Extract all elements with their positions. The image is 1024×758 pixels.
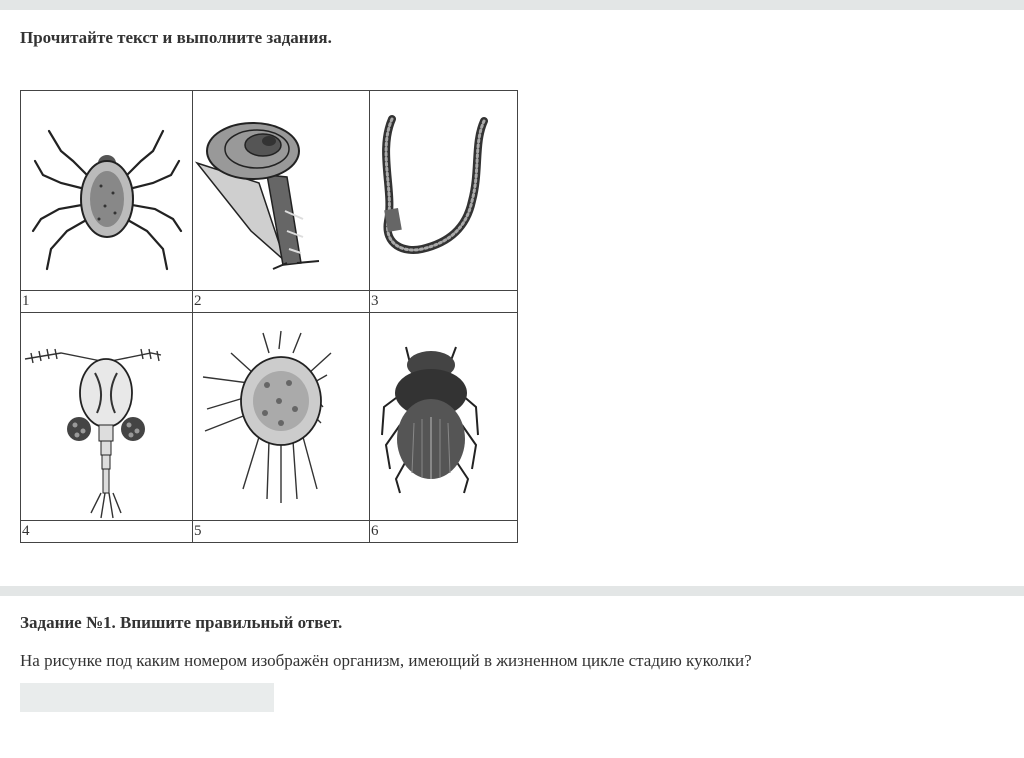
image-cell-3 — [370, 91, 518, 291]
organism-image-grid — [20, 90, 518, 543]
answer-input[interactable] — [20, 683, 274, 712]
image-label-4: 4 — [21, 521, 193, 543]
instruction-heading: Прочитайте текст и выполните задания. — [20, 28, 332, 47]
task-title: Задание №1. Впишите правильный ответ. — [20, 613, 343, 632]
image-label-5: 5 — [193, 521, 370, 543]
image-label-1: 1 — [21, 291, 193, 313]
section-divider — [0, 586, 1024, 596]
image-cell-5 — [193, 313, 370, 521]
task-question: На рисунке под каким номером изображён организм, имеющий в жизненном цикле стадию куколки? — [20, 651, 752, 670]
earthworm-icon — [370, 91, 517, 290]
image-label-3: 3 — [370, 291, 518, 313]
beetle-icon — [370, 313, 517, 520]
snail-icon — [193, 91, 369, 290]
image-cell-6 — [370, 313, 518, 521]
image-cell-4 — [21, 313, 193, 521]
top-divider — [0, 0, 1024, 10]
tick-icon — [21, 91, 192, 290]
image-cell-1 — [21, 91, 193, 291]
image-label-6: 6 — [370, 521, 518, 543]
cyclops-icon — [21, 313, 192, 520]
image-cell-2 — [193, 91, 370, 291]
image-label-2: 2 — [193, 291, 370, 313]
mite-icon — [193, 313, 369, 520]
